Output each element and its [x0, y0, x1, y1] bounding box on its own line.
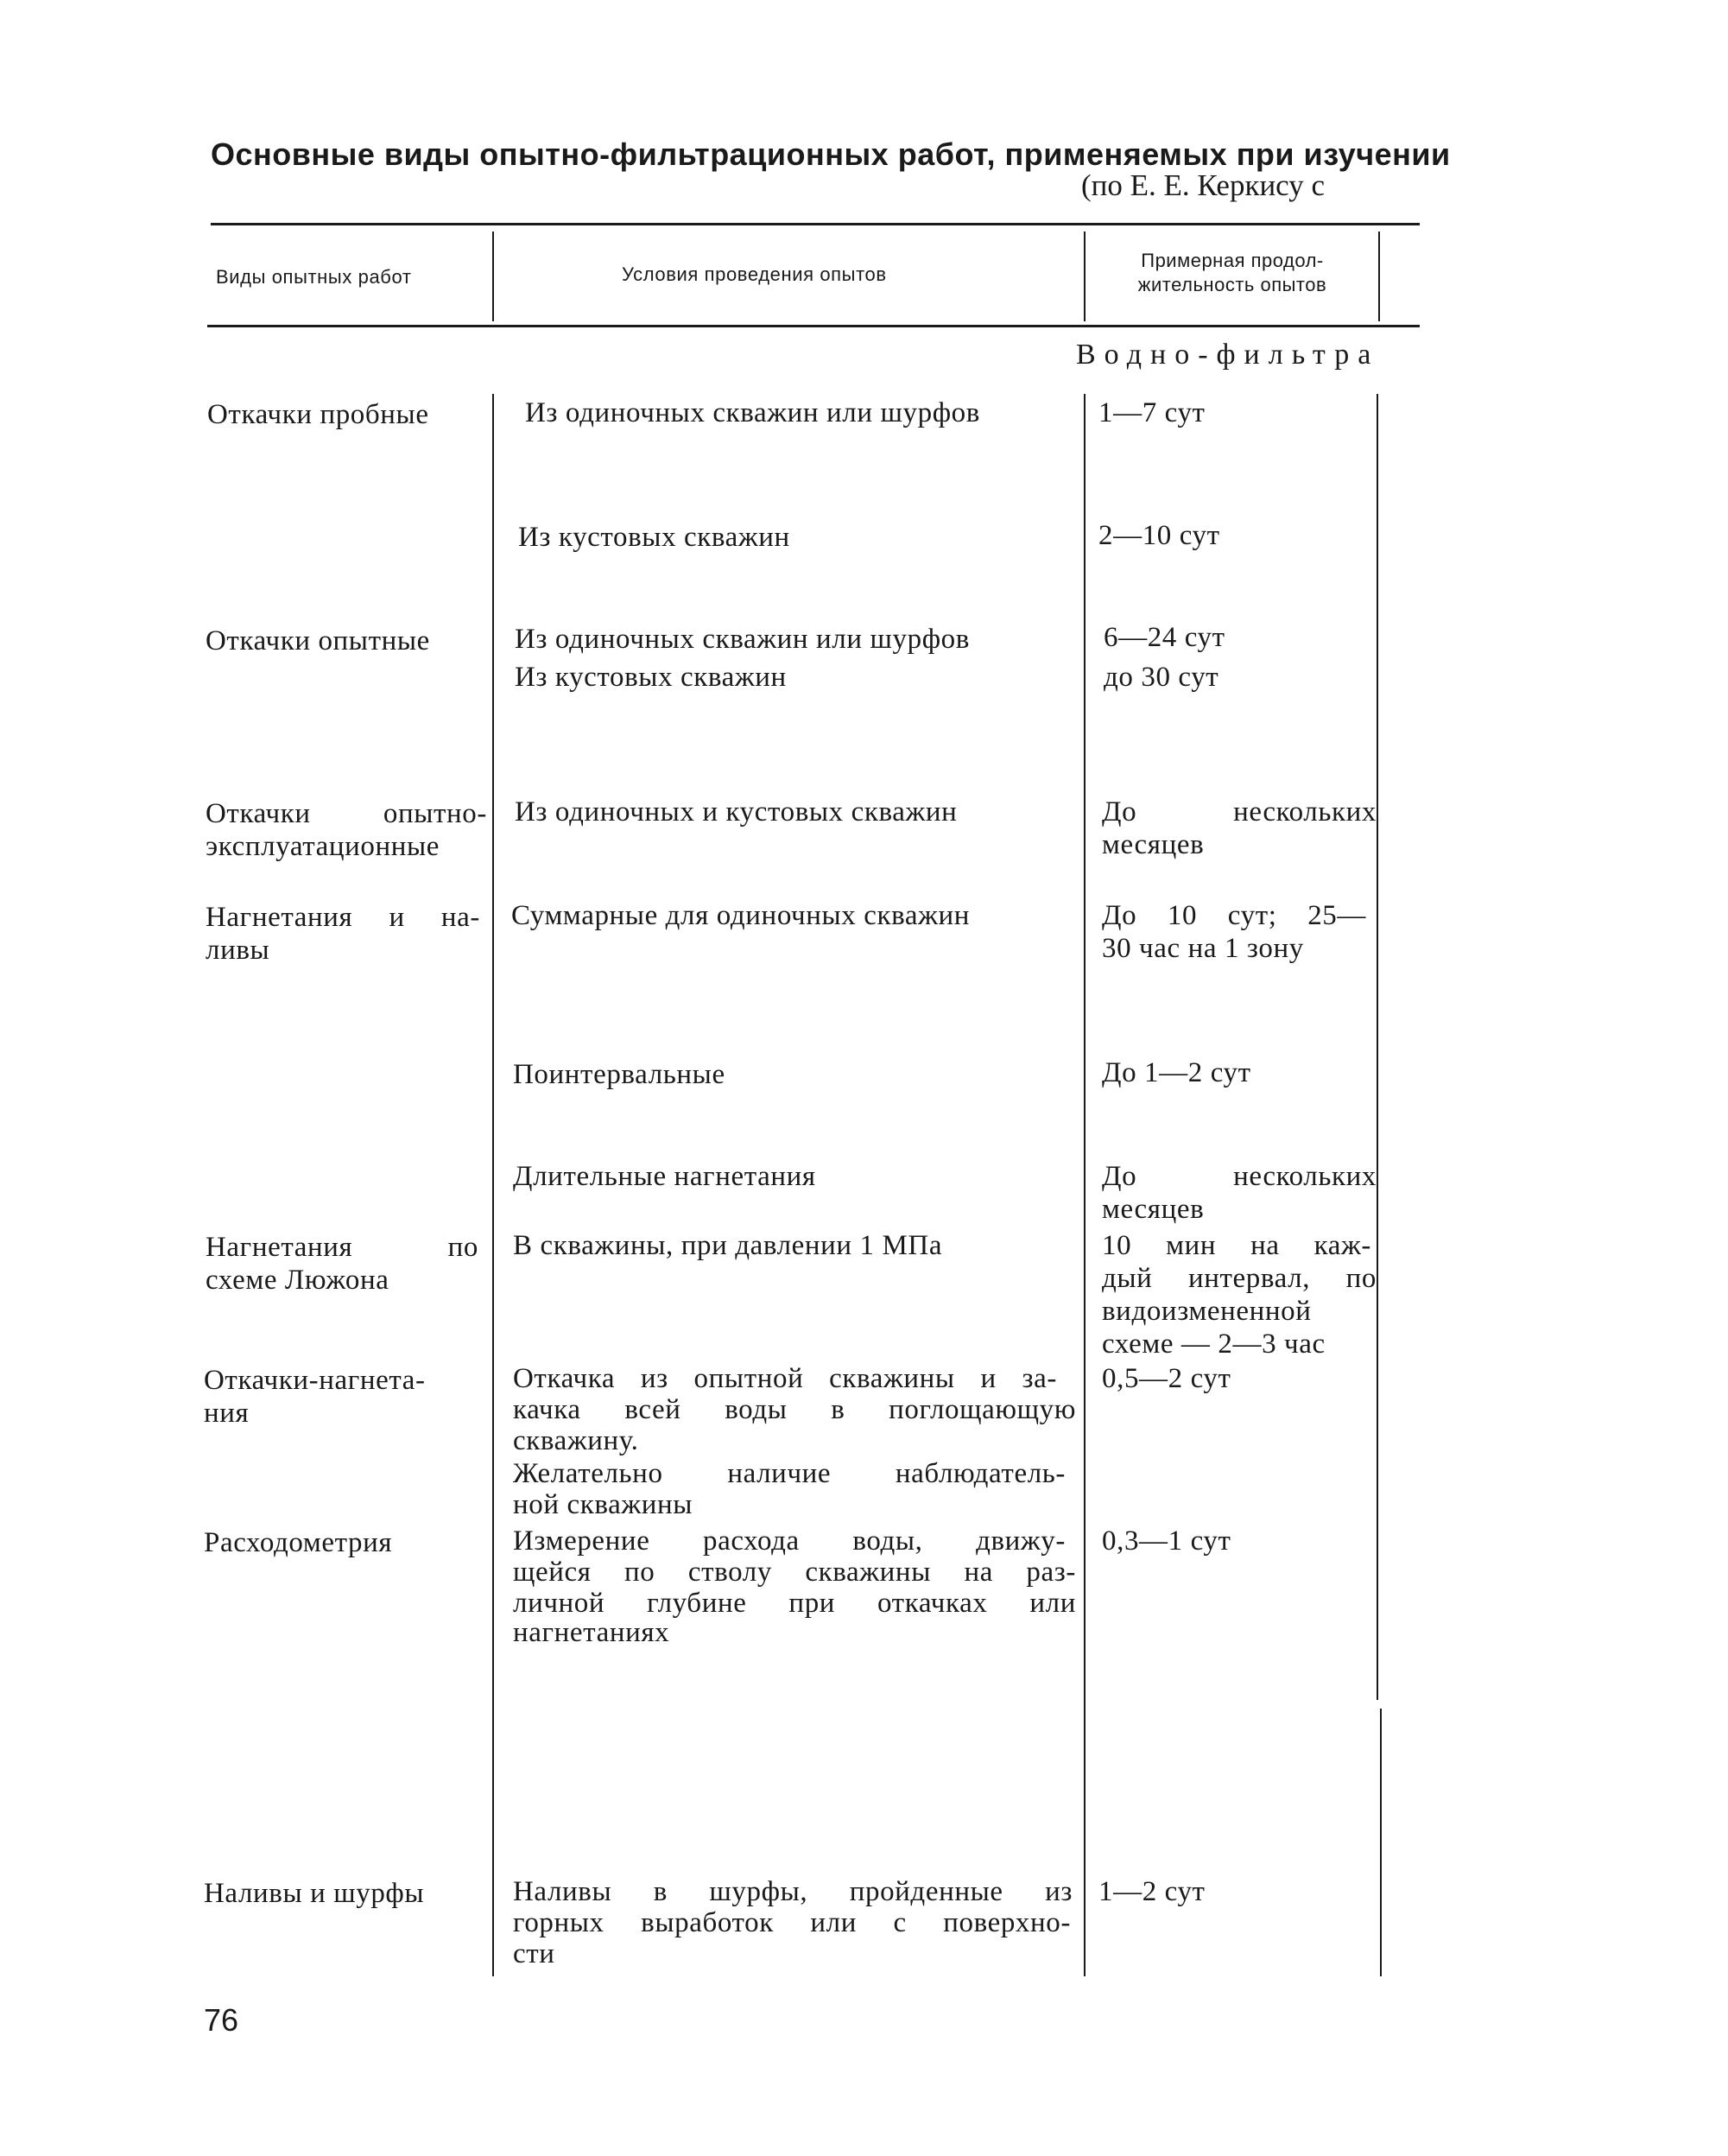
- row5-duration-line2: 30 час на 1 зону: [1102, 933, 1304, 964]
- row7-duration-line2: месяцев: [1102, 1194, 1205, 1225]
- header-divider-1: [492, 231, 494, 321]
- row8-duration-line4: схеме — 2—3 час: [1102, 1328, 1326, 1360]
- column-header-conditions: Условия проведения опытов: [622, 263, 887, 285]
- row9-type-line2: ния: [204, 1398, 250, 1429]
- row9-conditions-line2: качка всей воды в поглощающую: [513, 1394, 1076, 1425]
- table-title-line1: Основные виды опытно-фильтрационных работ, применяемых при изучении: [211, 136, 1451, 172]
- row3-duration-b: до 30 сут: [1104, 662, 1219, 693]
- row5-conditions: Суммарные для одиночных скважин: [511, 900, 971, 931]
- row3-duration-a: 6—24 сут: [1104, 622, 1225, 653]
- row9-conditions-line4: Желательно наличие наблюдатель-: [513, 1458, 1066, 1489]
- row4-type-line2: эксплуатационные: [206, 831, 440, 862]
- row9-type-line1: Откачки-нагнета-: [204, 1365, 426, 1396]
- row11-conditions-line3: сти: [513, 1938, 555, 1969]
- column-header-duration-line2: жительность опытов: [1137, 274, 1327, 295]
- row10-conditions-line2: щейся по стволу скважины на раз-: [513, 1557, 1076, 1588]
- row5-type-line1: Нагнетания и на-: [206, 902, 480, 933]
- body-divider-1: [492, 394, 494, 1976]
- row8-duration-line1: 10 мин на каж-: [1102, 1230, 1371, 1261]
- row10-type: Расходометрия: [204, 1527, 393, 1558]
- row1-duration: 1—7 сут: [1098, 397, 1206, 428]
- body-divider-3a: [1377, 394, 1378, 1700]
- section-heading: Водно-фильтра: [1076, 339, 1380, 371]
- row4-type-line1: Откачки опытно-: [206, 798, 487, 829]
- row10-duration: 0,3—1 сут: [1102, 1525, 1231, 1557]
- column-header-type: Виды опытных работ: [216, 266, 412, 288]
- row8-type-line1: Нагнетания по: [206, 1232, 478, 1263]
- row11-conditions-line2: горных выработок или с поверхно-: [513, 1907, 1071, 1938]
- row2-duration: 2—10 сут: [1098, 520, 1220, 551]
- row8-conditions: В скважины, при давлении 1 МПа: [513, 1230, 943, 1261]
- row4-duration-line1: До нескольких: [1102, 796, 1377, 828]
- row1-type: Откачки пробные: [207, 399, 429, 430]
- table-title-line2: (по Е. Е. Керкису с: [1081, 168, 1326, 202]
- column-header-duration-line1: Примерная продол-: [1141, 250, 1324, 271]
- row9-conditions-line1: Откачка из опытной скважины и за-: [513, 1363, 1057, 1394]
- row8-duration-line2: дый интервал, по: [1102, 1263, 1377, 1294]
- header-divider-2: [1084, 231, 1086, 321]
- row11-type: Наливы и шурфы: [204, 1878, 425, 1909]
- body-divider-2: [1084, 394, 1086, 1976]
- row6-duration: До 1—2 сут: [1102, 1057, 1251, 1088]
- row3-type: Откачки опытные: [206, 625, 430, 656]
- body-divider-3b: [1380, 1709, 1382, 1976]
- row5-duration-line1: До 10 сут; 25—: [1102, 900, 1366, 931]
- row6-conditions: Поинтервальные: [513, 1059, 725, 1090]
- header-bottom-rule: [207, 325, 1420, 327]
- row7-conditions: Длительные нагнетания: [513, 1161, 816, 1192]
- row1-conditions: Из одиночных скважин или шурфов: [525, 397, 980, 428]
- header-divider-3: [1378, 231, 1380, 321]
- row3-conditions-a: Из одиночных скважин или шурфов: [515, 624, 970, 655]
- row11-duration: 1—2 сут: [1098, 1876, 1206, 1907]
- row8-duration-line3: видоизмененной: [1102, 1296, 1312, 1327]
- row2-conditions: Из кустовых скважин: [518, 522, 790, 553]
- row4-duration-line2: месяцев: [1102, 829, 1205, 860]
- row3-conditions-b: Из кустовых скважин: [515, 662, 787, 693]
- row5-type-line2: ливы: [206, 935, 270, 966]
- page-number: 76: [204, 2002, 239, 2038]
- row9-duration: 0,5—2 сут: [1102, 1363, 1231, 1394]
- row8-type-line2: схеме Люжона: [206, 1265, 389, 1296]
- row4-conditions: Из одиночных и кустовых скважин: [515, 796, 958, 828]
- row10-conditions-line1: Измерение расхода воды, движу-: [513, 1525, 1066, 1557]
- row11-conditions-line1: Наливы в шурфы, пройденные из: [513, 1876, 1073, 1907]
- row7-duration-line1: До нескольких: [1102, 1161, 1377, 1192]
- row9-conditions-line5: ной скважины: [513, 1489, 693, 1520]
- row9-conditions-line3: скважину.: [513, 1425, 639, 1456]
- header-top-rule: [211, 223, 1420, 225]
- column-header-duration: [1090, 249, 1375, 297]
- row10-conditions-line4: нагнетаниях: [513, 1617, 670, 1648]
- row10-conditions-line3: личной глубине при откачках или: [513, 1588, 1076, 1619]
